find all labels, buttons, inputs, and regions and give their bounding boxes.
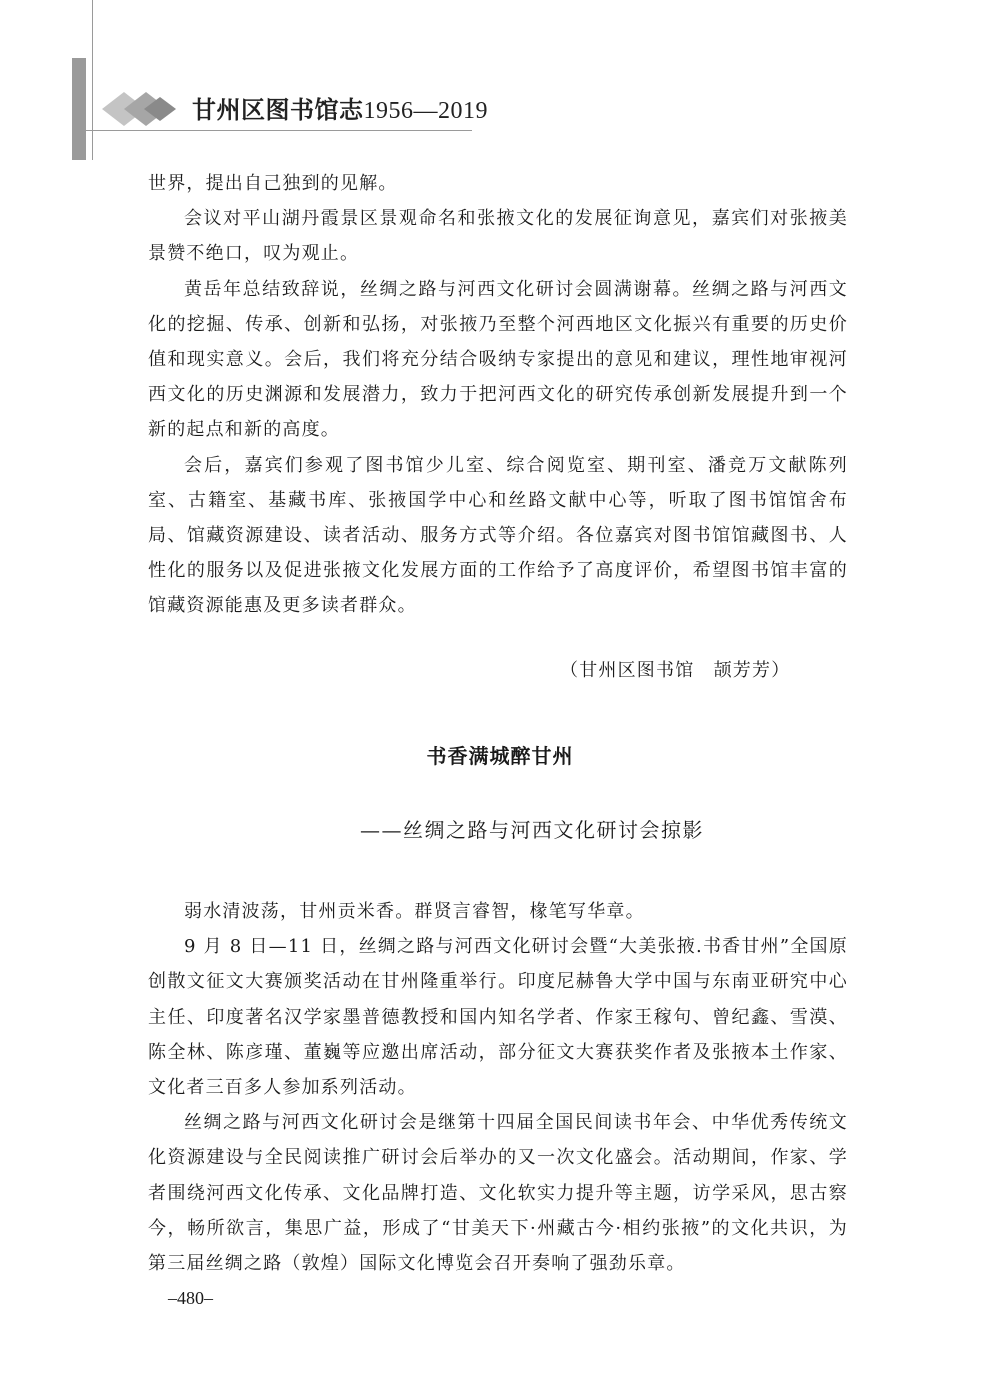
- paragraph: 会议对平山湖丹霞景区景观命名和张掖文化的发展征询意见，嘉宾们对张掖美景赞不绝口，叹为观止。: [148, 208, 848, 265]
- article-subtitle: ——丝绸之路与河西文化研讨会掠影: [360, 818, 704, 842]
- paragraph: 会后，嘉宾们参观了图书馆少儿室、综合阅览室、期刊室、潘竞万文献陈列室、古籍室、基藏书库、张掖国学中心和丝路文献中心等，听取了图书馆馆舍布局、馆藏资源建设、读者活动、服务方式等介绍。各位嘉宾对图书馆馆藏图书、人性化的服务以及促进张掖文化发展方面的工作给予了高度评价，希望图书馆丰富的馆藏资源能惠及更多读者群众。: [148, 454, 848, 617]
- diamond-ornament-icon: [100, 86, 180, 132]
- article-body: [148, 894, 848, 1281]
- section-continuation: [148, 166, 848, 624]
- page-number: –480–: [168, 1288, 213, 1308]
- paragraph: 弱水清波荡，甘州贡米香。群贤言睿智，椽笔写华章。: [184, 901, 645, 922]
- book-title: 甘州区图书馆志: [192, 95, 364, 124]
- header-accent-bar: [72, 58, 86, 160]
- header-vertical-rule: [92, 0, 93, 160]
- running-header: [192, 90, 488, 125]
- paragraph: 黄岳年总结致辞说，丝绸之路与河西文化研讨会圆满谢幕。丝绸之路与河西文化的挖掘、传承、创新和弘扬，对张掖乃至整个河西地区文化振兴有重要的历史价值和现实意义。会后，我们将充分结合吸纳专家提出的意见和建议，理性地审视河西文化的历史渊源和发展潜力，致力于把河西文化的研究传承创新发展提升到一个新的起点和新的高度。: [148, 278, 848, 441]
- author-credit: （甘州区图书馆 颉芳芳）: [560, 660, 791, 681]
- article-title: 书香满城醉甘州: [426, 744, 574, 768]
- paragraph: 丝绸之路与河西文化研讨会是继第十四届全国民间读书年会、中华优秀传统文化资源建设与全民阅读推广研讨会后举办的又一次文化盛会。活动期间，作家、学者围绕河西文化传承、文化品牌打造、文化软实力提升等主题，访学采风，思古察今，畅所欲言，集思广益，形成了“甘美天下·州藏古今·相约张掖”的文化共识，为第三届丝绸之路（敦煌）国际文化博览会召开奏响了强劲乐章。: [148, 1112, 848, 1275]
- book-years: 1956—2019: [363, 98, 488, 124]
- paragraph: 世界，提出自己独到的见解。: [148, 173, 398, 194]
- paragraph: 9 月 8 日—11 日，丝绸之路与河西文化研讨会暨“大美张掖.书香甘州”全国原创散文征文大赛颁奖活动在甘州隆重举行。印度尼赫鲁大学中国与东南亚研究中心主任、印度著名汉学家墨普德教授和国内知名学者、作家王稼句、曾纪鑫、雪漠、陈全林、陈彦瑾、董巍等应邀出席活动，部分征文大赛获奖作者及张掖本土作家、文化者三百多人参加系列活动。: [148, 936, 848, 1099]
